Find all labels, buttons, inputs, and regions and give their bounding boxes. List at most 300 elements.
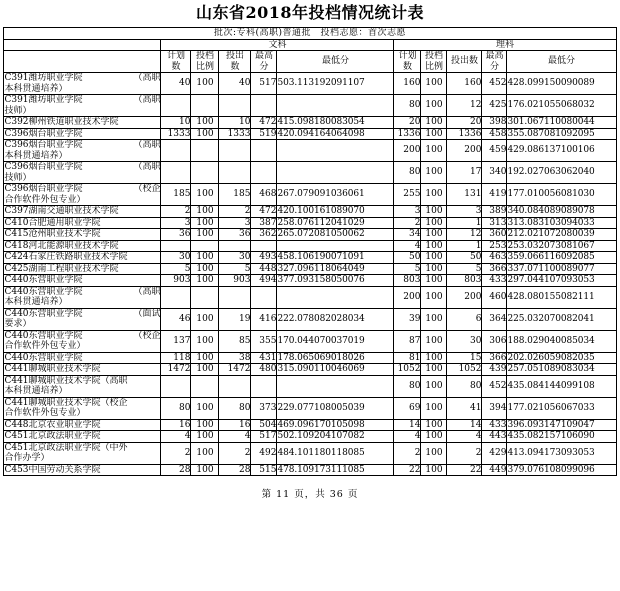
wen-max-score-cell: 468 [251, 184, 277, 206]
wen-max-score-cell [251, 286, 277, 308]
table-row [4, 464, 616, 476]
li-min-score-cell: 177.021056067033 [507, 397, 616, 419]
column-header-li-ratio-l2: 比例 [424, 61, 443, 72]
school-name-text: C396烟台职业学院 [4, 184, 83, 194]
wen-ratio-cell: 100 [191, 73, 219, 95]
wen-out-cell: 1472 [219, 364, 251, 376]
wen-ratio-cell: 100 [191, 117, 219, 129]
school-name-cell [4, 95, 161, 117]
wen-out-cell [219, 375, 251, 397]
wen-ratio-cell: 100 [191, 464, 219, 476]
li-max-score-cell: 463 [482, 252, 507, 264]
li-plan-cell: 1336 [394, 128, 421, 140]
li-out-cell: 1 [447, 240, 482, 252]
li-out-cell: 160 [447, 73, 482, 95]
wen-out-cell: 2 [219, 206, 251, 218]
school-name-text: C453中国劳动关系学院 [4, 464, 101, 475]
school-name-suffix: （校企 [133, 330, 161, 341]
school-name-cell [4, 162, 161, 184]
li-out-cell: 200 [447, 140, 482, 162]
li-min-score-cell: 428.080155082111 [507, 286, 616, 308]
school-name-cell [4, 206, 161, 218]
wen-plan-cell [161, 140, 191, 162]
wen-max-score-cell: 480 [251, 364, 277, 376]
wen-plan-cell [161, 162, 191, 184]
li-ratio-cell: 100 [421, 464, 447, 476]
school-name-text: C440东营职业学院 [4, 308, 83, 319]
school-name-suffix: （校企 [133, 184, 161, 194]
column-header-wen-plan-l2: 数 [171, 61, 181, 72]
li-out-cell: 131 [447, 184, 482, 206]
wen-min-score-cell: 267.079091036061 [277, 184, 394, 206]
column-header-li-plan-l2: 数 [402, 61, 412, 72]
li-ratio-cell: 100 [421, 352, 447, 364]
school-name-cell [4, 442, 161, 464]
table-row [4, 419, 616, 431]
wen-out-cell: 4 [219, 431, 251, 443]
school-name-text: C391潍坊职业学院 [4, 95, 83, 105]
li-plan-cell: 803 [394, 275, 421, 287]
li-max-score-cell: 429 [482, 442, 507, 464]
li-ratio-cell: 100 [421, 206, 447, 218]
li-out-cell: 5 [447, 263, 482, 275]
li-out-cell: 30 [447, 330, 482, 352]
li-ratio-cell: 100 [421, 128, 447, 140]
li-ratio-cell: 100 [421, 73, 447, 95]
wen-ratio-cell: 100 [191, 308, 219, 330]
wen-ratio-cell: 100 [191, 364, 219, 376]
wen-out-cell [219, 140, 251, 162]
wen-plan-cell [161, 95, 191, 117]
wen-out-cell: 903 [219, 275, 251, 287]
li-out-cell: 15 [447, 352, 482, 364]
school-name-line2: 本科贯通培养） [4, 83, 68, 94]
li-max-score-cell: 425 [482, 95, 507, 117]
li-ratio-cell: 100 [421, 275, 447, 287]
table-row [4, 229, 616, 241]
column-header-wen-max-l2: 分 [259, 61, 269, 72]
subject-group-header-row [4, 39, 616, 51]
school-name-text: C440东营职业学院 [4, 286, 83, 297]
school-name-text: C396烟台职业学院 [4, 140, 83, 150]
wen-ratio-cell: 100 [191, 442, 219, 464]
wen-plan-cell: 5 [161, 263, 191, 275]
wen-plan-cell [161, 240, 191, 252]
wen-out-cell: 5 [219, 263, 251, 275]
wen-max-score-cell: 472 [251, 117, 277, 129]
li-ratio-cell: 100 [421, 162, 447, 184]
li-max-score-cell: 443 [482, 431, 507, 443]
li-ratio-cell: 100 [421, 375, 447, 397]
table-row [4, 375, 616, 397]
wen-min-score-cell [277, 375, 394, 397]
wen-min-score-cell [277, 286, 394, 308]
table-row [4, 240, 616, 252]
school-name-cell [4, 419, 161, 431]
wen-min-score-cell: 178.065069018026 [277, 352, 394, 364]
school-name-cell [4, 308, 161, 330]
li-max-score-cell: 460 [482, 286, 507, 308]
li-min-score-cell: 355.087081092095 [507, 128, 616, 140]
wen-min-score-cell [277, 162, 394, 184]
admission-statistics-table [3, 27, 616, 476]
li-min-score-cell: 340.084089089078 [507, 206, 616, 218]
li-min-score-cell: 301.067110080044 [507, 117, 616, 129]
li-max-score-cell: 366 [482, 352, 507, 364]
school-name-cell [4, 431, 161, 443]
school-name-text: C440东营职业学院 [4, 352, 83, 363]
li-max-score-cell: 452 [482, 73, 507, 95]
li-out-cell: 50 [447, 252, 482, 264]
wen-ratio-cell: 100 [191, 431, 219, 443]
wen-ratio-cell [191, 140, 219, 162]
school-name-suffix: （高职 [133, 286, 161, 297]
table-row [4, 442, 616, 464]
li-plan-cell: 69 [394, 397, 421, 419]
li-min-score-cell: 212.021072080039 [507, 229, 616, 241]
li-out-cell: 803 [447, 275, 482, 287]
li-ratio-cell: 100 [421, 117, 447, 129]
group-header-liberal-arts: 文科 [161, 39, 394, 51]
school-name-text: C410合肥通用职业学院 [4, 217, 101, 228]
li-ratio-cell: 100 [421, 217, 447, 229]
table-row [4, 364, 616, 376]
school-name-line2: 本科贯通培养） [4, 297, 68, 307]
column-header-wen-ratio-l1: 投档 [195, 51, 214, 61]
table-row [4, 308, 616, 330]
li-max-score-cell: 439 [482, 364, 507, 376]
li-plan-cell: 1052 [394, 364, 421, 376]
table-row [4, 330, 616, 352]
wen-out-cell: 38 [219, 352, 251, 364]
li-ratio-cell: 100 [421, 431, 447, 443]
wen-min-score-cell: 265.072081050062 [277, 229, 394, 241]
school-name-text: C418河北能源职业技术学院 [4, 240, 119, 251]
school-name-text: C451北京政法职业学院（中外 [4, 442, 128, 453]
li-ratio-cell: 100 [421, 229, 447, 241]
school-name-text: C415沧州职业技术学院 [4, 229, 101, 239]
li-plan-cell: 87 [394, 330, 421, 352]
wen-min-score-cell: 229.077108005039 [277, 397, 394, 419]
wen-min-score-cell: 420.094164064098 [277, 128, 394, 140]
wen-min-score-cell: 503.113192091107 [277, 73, 394, 95]
wen-plan-cell: 80 [161, 397, 191, 419]
column-header-li-max [482, 51, 507, 73]
li-min-score-cell: 313.083103094033 [507, 217, 616, 229]
school-name-text: C451北京政法职业学院 [4, 431, 101, 441]
wen-out-cell: 28 [219, 464, 251, 476]
school-name-cell [4, 73, 161, 95]
li-plan-cell: 160 [394, 73, 421, 95]
li-out-cell: 200 [447, 286, 482, 308]
li-ratio-cell: 100 [421, 419, 447, 431]
wen-max-score-cell: 431 [251, 352, 277, 364]
li-ratio-cell: 100 [421, 252, 447, 264]
wen-max-score-cell: 517 [251, 73, 277, 95]
wen-min-score-cell: 420.100161089070 [277, 206, 394, 218]
li-max-score-cell: 433 [482, 275, 507, 287]
li-plan-cell: 22 [394, 464, 421, 476]
li-ratio-cell: 100 [421, 184, 447, 206]
li-plan-cell: 14 [394, 419, 421, 431]
li-max-score-cell: 449 [482, 464, 507, 476]
school-name-cell [4, 140, 161, 162]
wen-plan-cell: 28 [161, 464, 191, 476]
batch-label: 批次:专科(高职)普通批 投档志愿：首次志愿 [4, 28, 616, 40]
table-row [4, 252, 616, 264]
li-out-cell: 14 [447, 419, 482, 431]
column-header-wen-max [251, 51, 277, 73]
school-name-text: C424石家庄铁路职业技术学院 [4, 252, 128, 262]
wen-max-score-cell: 373 [251, 397, 277, 419]
wen-out-cell [219, 240, 251, 252]
wen-plan-cell [161, 375, 191, 397]
wen-plan-cell: 1333 [161, 128, 191, 140]
li-out-cell: 41 [447, 397, 482, 419]
table-row [4, 162, 616, 184]
wen-min-score-cell: 315.090110046069 [277, 364, 394, 376]
wen-ratio-cell [191, 286, 219, 308]
li-out-cell: 80 [447, 375, 482, 397]
column-header-wen-ratio-l2: 比例 [195, 61, 214, 72]
school-name-text: C440东营职业学院 [4, 275, 83, 285]
column-header-wen-out-l2: 数 [230, 61, 240, 72]
wen-max-score-cell: 362 [251, 229, 277, 241]
wen-plan-cell: 903 [161, 275, 191, 287]
wen-min-score-cell: 327.096118064049 [277, 263, 394, 275]
school-name-text: C440东营职业学院 [4, 330, 83, 341]
wen-min-score-cell: 415.098180083054 [277, 117, 394, 129]
li-min-score-cell: 297.044107093053 [507, 275, 616, 287]
wen-out-cell: 36 [219, 229, 251, 241]
li-ratio-cell: 100 [421, 397, 447, 419]
li-max-score-cell: 389 [482, 206, 507, 218]
school-name-suffix: （面试 [133, 308, 161, 319]
wen-plan-cell: 1472 [161, 364, 191, 376]
wen-plan-cell: 40 [161, 73, 191, 95]
wen-plan-cell: 46 [161, 308, 191, 330]
li-min-score-cell: 379.076108099096 [507, 464, 616, 476]
table-row [4, 352, 616, 364]
li-plan-cell: 200 [394, 140, 421, 162]
school-name-cell [4, 263, 161, 275]
column-header-li-max-l1: 最高 [485, 51, 504, 61]
li-min-score-cell: 337.071100089077 [507, 263, 616, 275]
wen-out-cell [219, 162, 251, 184]
school-name-cell [4, 397, 161, 419]
school-name-text: C441聊城职业技术学院（校企 [4, 397, 128, 408]
li-out-cell: 1052 [447, 364, 482, 376]
column-header-wen-min: 最低分 [277, 51, 394, 73]
wen-max-score-cell: 515 [251, 464, 277, 476]
li-out-cell: 2 [447, 442, 482, 464]
wen-max-score-cell: 472 [251, 206, 277, 218]
column-header-wen-ratio [191, 51, 219, 73]
li-min-score-cell: 435.084144099108 [507, 375, 616, 397]
table-row [4, 275, 616, 287]
table-row [4, 206, 616, 218]
column-header-wen-plan [161, 51, 191, 73]
wen-ratio-cell [191, 95, 219, 117]
li-max-score-cell: 366 [482, 263, 507, 275]
li-plan-cell: 2 [394, 217, 421, 229]
li-plan-cell: 50 [394, 252, 421, 264]
li-max-score-cell: 458 [482, 128, 507, 140]
wen-out-cell [219, 286, 251, 308]
wen-plan-cell: 16 [161, 419, 191, 431]
wen-out-cell: 3 [219, 217, 251, 229]
wen-max-score-cell: 519 [251, 128, 277, 140]
li-max-score-cell: 364 [482, 308, 507, 330]
li-plan-cell: 80 [394, 375, 421, 397]
wen-max-score-cell: 448 [251, 263, 277, 275]
li-max-score-cell: 459 [482, 140, 507, 162]
school-name-line2: 合作软件外包专业） [4, 408, 86, 418]
li-ratio-cell: 100 [421, 95, 447, 117]
li-min-score-cell: 359.066116092085 [507, 252, 616, 264]
wen-max-score-cell: 494 [251, 275, 277, 287]
li-max-score-cell: 398 [482, 117, 507, 129]
wen-out-cell: 80 [219, 397, 251, 419]
school-name-suffix: （高职 [133, 95, 161, 105]
group-header-blank [4, 39, 161, 51]
wen-plan-cell: 185 [161, 184, 191, 206]
li-max-score-cell: 360 [482, 229, 507, 241]
li-min-score-cell: 176.021055068032 [507, 95, 616, 117]
li-plan-cell: 4 [394, 240, 421, 252]
page-title: 山东省2018年投档情况统计表 [195, 3, 425, 22]
li-max-score-cell: 253 [482, 240, 507, 252]
wen-min-score-cell [277, 240, 394, 252]
li-plan-cell: 20 [394, 117, 421, 129]
school-name-cell [4, 117, 161, 129]
school-name-line2: 技师） [4, 172, 32, 183]
wen-ratio-cell: 100 [191, 217, 219, 229]
wen-out-cell: 19 [219, 308, 251, 330]
table-row [4, 117, 616, 129]
li-min-score-cell: 202.026059082035 [507, 352, 616, 364]
wen-ratio-cell: 100 [191, 128, 219, 140]
table-row [4, 263, 616, 275]
wen-min-score-cell: 170.044070037019 [277, 330, 394, 352]
school-name-text: C396烟台职业学院 [4, 162, 83, 172]
wen-out-cell: 16 [219, 419, 251, 431]
wen-ratio-cell [191, 240, 219, 252]
column-header-school [4, 51, 161, 73]
table-row [4, 217, 616, 229]
column-header-wen-max-l1: 最高 [254, 51, 273, 61]
li-out-cell: 12 [447, 95, 482, 117]
wen-ratio-cell: 100 [191, 352, 219, 364]
school-name-line2: 技师） [4, 105, 32, 116]
wen-max-score-cell: 493 [251, 252, 277, 264]
li-out-cell: 22 [447, 464, 482, 476]
wen-min-score-cell [277, 95, 394, 117]
li-max-score-cell: 340 [482, 162, 507, 184]
li-plan-cell: 5 [394, 263, 421, 275]
school-name-text: C425湖南工程职业技术学院 [4, 263, 119, 274]
wen-min-score-cell [277, 140, 394, 162]
li-out-cell: 6 [447, 308, 482, 330]
li-min-score-cell: 429.086137100106 [507, 140, 616, 162]
school-name-cell [4, 240, 161, 252]
school-name-cell [4, 364, 161, 376]
wen-max-score-cell: 504 [251, 419, 277, 431]
li-max-score-cell: 433 [482, 419, 507, 431]
wen-ratio-cell: 100 [191, 184, 219, 206]
wen-ratio-cell: 100 [191, 206, 219, 218]
li-max-score-cell: 394 [482, 397, 507, 419]
wen-min-score-cell: 484.101180118085 [277, 442, 394, 464]
wen-plan-cell: 137 [161, 330, 191, 352]
li-plan-cell: 80 [394, 95, 421, 117]
column-header-wen-out [219, 51, 251, 73]
school-name-line2: 合作办学） [4, 453, 50, 463]
column-header-li-plan [394, 51, 421, 73]
li-min-score-cell: 188.029040085034 [507, 330, 616, 352]
column-header-wen-plan-l1: 计划 [166, 51, 185, 61]
school-name-cell [4, 229, 161, 241]
wen-max-score-cell [251, 375, 277, 397]
wen-max-score-cell: 517 [251, 431, 277, 443]
school-name-line2: 本科贯通培养） [4, 150, 68, 161]
school-name-text: C441聊城职业技术学院（高职 [4, 375, 128, 386]
li-plan-cell: 80 [394, 162, 421, 184]
li-min-score-cell: 396.093147109047 [507, 419, 616, 431]
li-out-cell: 1336 [447, 128, 482, 140]
school-name-text: C397湖南交通职业技术学院 [4, 206, 119, 216]
school-name-line2: 合作软件外包专业） [4, 341, 86, 351]
li-min-score-cell: 428.099150090089 [507, 73, 616, 95]
wen-max-score-cell [251, 95, 277, 117]
wen-min-score-cell: 478.109173111085 [277, 464, 394, 476]
wen-plan-cell: 118 [161, 352, 191, 364]
table-row [4, 73, 616, 95]
wen-plan-cell: 30 [161, 252, 191, 264]
li-plan-cell: 200 [394, 286, 421, 308]
li-ratio-cell: 100 [421, 263, 447, 275]
wen-out-cell: 10 [219, 117, 251, 129]
li-plan-cell: 81 [394, 352, 421, 364]
li-ratio-cell: 100 [421, 330, 447, 352]
wen-min-score-cell: 469.096170105098 [277, 419, 394, 431]
school-name-text: C448北京农业职业学院 [4, 419, 101, 430]
wen-plan-cell: 10 [161, 117, 191, 129]
table-row [4, 184, 616, 206]
wen-min-score-cell: 502.109204107082 [277, 431, 394, 443]
wen-min-score-cell: 458.106190071091 [277, 252, 394, 264]
wen-out-cell: 40 [219, 73, 251, 95]
li-plan-cell: 255 [394, 184, 421, 206]
li-plan-cell: 39 [394, 308, 421, 330]
li-out-cell: 12 [447, 229, 482, 241]
school-name-text: C396烟台职业学院 [4, 128, 83, 139]
li-min-score-cell: 177.010056081030 [507, 184, 616, 206]
school-name-line2: 本科贯通培养） [4, 386, 68, 396]
wen-max-score-cell [251, 140, 277, 162]
li-min-score-cell: 413.094173093053 [507, 442, 616, 464]
column-header-li-max-l2: 分 [489, 61, 499, 72]
table-row [4, 128, 616, 140]
wen-max-score-cell [251, 240, 277, 252]
li-max-score-cell: 452 [482, 375, 507, 397]
wen-min-score-cell: 377.093158050076 [277, 275, 394, 287]
table-row [4, 431, 616, 443]
school-name-line2: 要求） [4, 319, 32, 329]
wen-max-score-cell [251, 162, 277, 184]
wen-ratio-cell: 100 [191, 263, 219, 275]
li-min-score-cell: 225.032070082041 [507, 308, 616, 330]
